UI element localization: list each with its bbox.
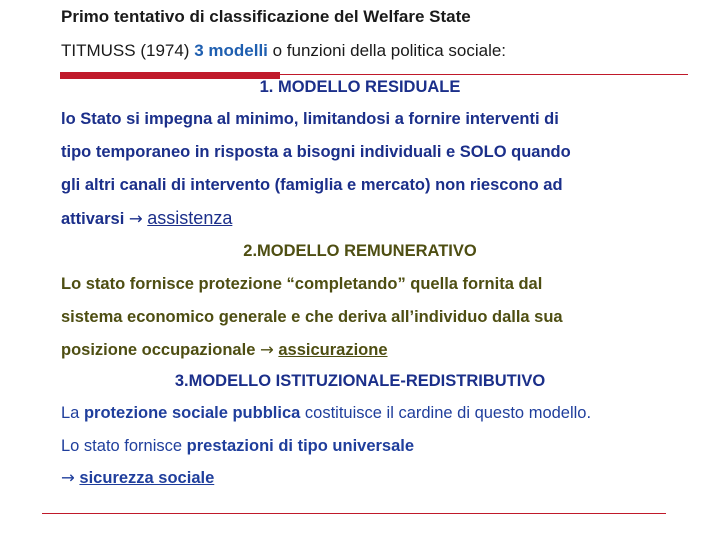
model1-keyword: assistenza [147, 208, 233, 228]
model2-line: Lo stato fornisce protezione “completando” quella fornita dal [61, 275, 543, 293]
model3-line2 [61, 437, 414, 456]
model2-keyword: assicurazione [278, 341, 388, 359]
subtitle-suffix: o funzioni della politica sociale: [267, 41, 507, 60]
model2-line: sistema economico generale e che deriva all’individuo dalla sua [61, 308, 563, 326]
model3-line-last [61, 468, 214, 488]
model3-keyword: sicurezza sociale [79, 469, 215, 487]
bottom-rule [42, 513, 666, 514]
slide-title: Primo tentativo di classificazione del Welfare State [61, 7, 471, 26]
model3-line1-suffix: costituisce il cardine di questo modello. [300, 404, 592, 422]
model3-line2-bold: prestazioni di tipo universale [186, 437, 415, 455]
subtitle-prefix: TITMUSS (1974) [61, 41, 195, 60]
model3-line2-prefix: Lo stato fornisce [61, 437, 187, 455]
model3-line1-bold: protezione sociale pubblica [83, 404, 301, 422]
model2-line-last [61, 340, 388, 360]
model3-heading: 3.MODELLO ISTITUZIONALE-REDISTRIBUTIVO [174, 372, 546, 390]
model1-line-last [61, 208, 232, 229]
arrow-icon: → [259, 340, 274, 359]
model1-last-prefix: attivarsi [61, 210, 129, 228]
model2-heading: 2.MODELLO REMUNERATIVO [243, 242, 477, 260]
model1-line: tipo temporaneo in risposta a bisogni individuali e SOLO quando [61, 143, 571, 161]
model1-line: gli altri canali di intervento (famiglia e mercato) non riescono ad [61, 176, 563, 194]
arrow-icon: → [128, 209, 143, 228]
model1-heading: 1. MODELLO RESIDUALE [259, 78, 461, 96]
model1-line: lo Stato si impegna al minimo, limitandosi a fornire interventi di [61, 110, 559, 128]
subtitle [61, 41, 506, 61]
model3-line1 [61, 404, 591, 423]
arrow-icon: → [61, 468, 75, 487]
accent-rule [280, 74, 688, 75]
model3-line1-prefix: La [61, 404, 84, 422]
subtitle-highlight: 3 modelli [194, 41, 268, 60]
model2-last-prefix: posizione occupazionale [61, 341, 260, 359]
